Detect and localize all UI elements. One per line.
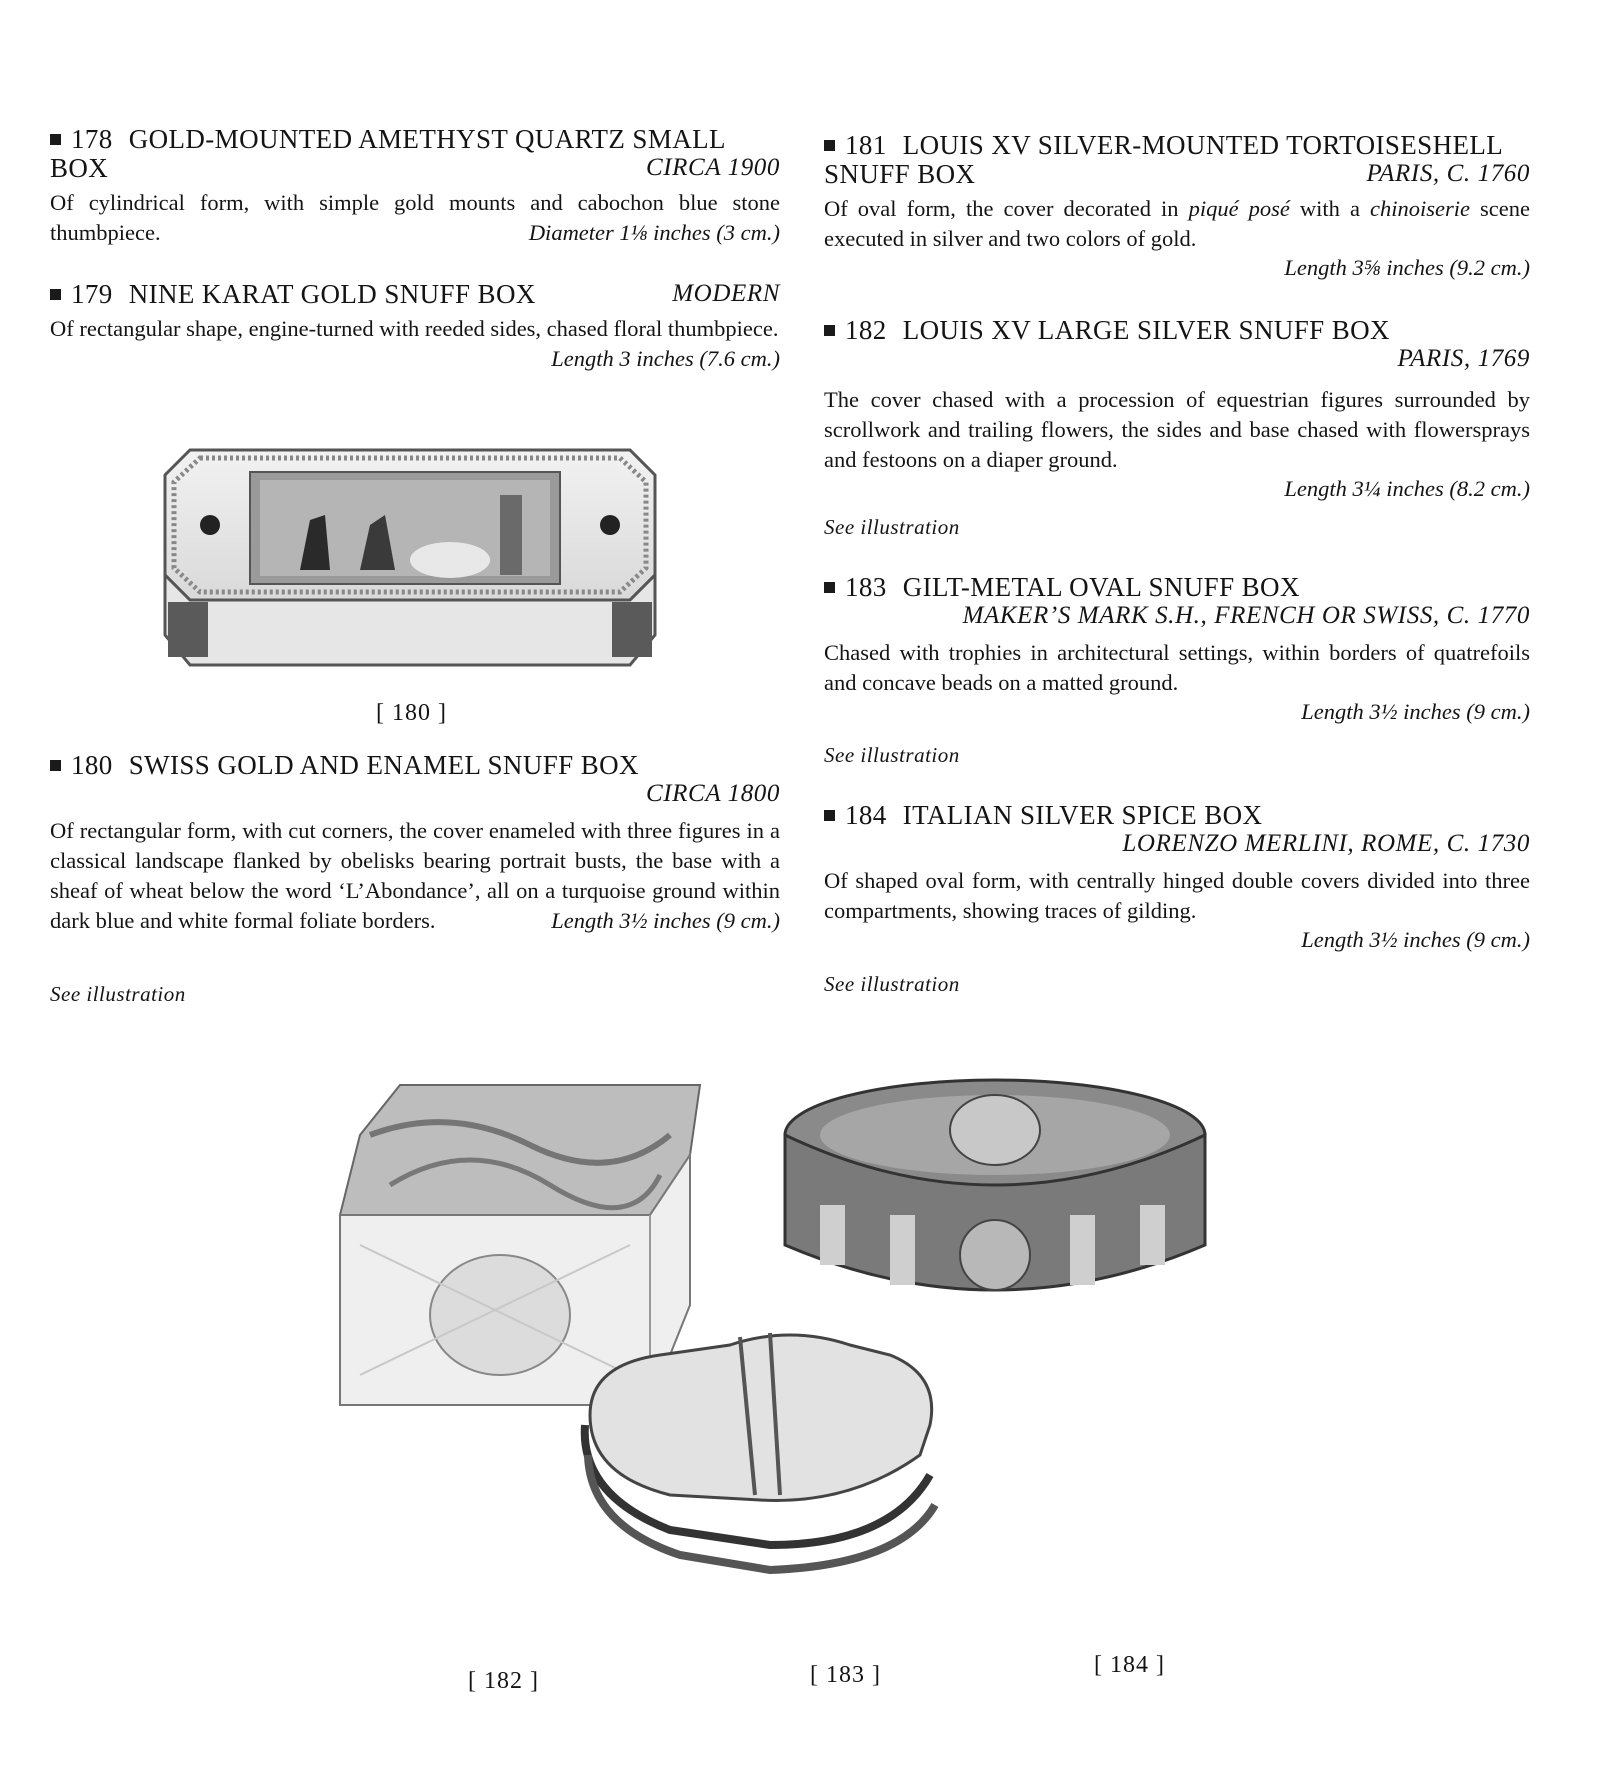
- lot-183: [824, 572, 1530, 726]
- lot-number: 180: [71, 750, 113, 780]
- lot-180: [50, 750, 780, 936]
- lot-bullet-icon: [824, 810, 835, 821]
- lot-measurement: Length 3 inches (7.6 cm.): [551, 346, 780, 371]
- lot-description-text: Of rectangular form, with cut corners, the cover enameled with three figures in a classical landscape flanked by obelisks bearing portrait busts, the base with a sheaf of wheat below the word ‘L’Abondance’, all on a turquoise ground within dark blue and white formal foliate borders.: [50, 818, 780, 933]
- lot-measurement: Length 3½ inches (9 cm.): [1301, 927, 1530, 952]
- lot-179-description: [50, 314, 780, 371]
- lot-number: 184: [845, 800, 887, 830]
- lot-measurement: Length 3⅝ inches (9.2 cm.): [1284, 255, 1530, 280]
- lot-measurement: Diameter 1⅛ inches (3 cm.): [528, 220, 780, 245]
- caption-184: [ 184 ]: [1094, 1652, 1165, 1678]
- lot-181-heading-cont: [824, 160, 1530, 188]
- lot-181-heading: [824, 130, 1530, 160]
- lot-measurement: Length 3½ inches (9 cm.): [551, 908, 780, 933]
- lot-bullet-icon: [824, 325, 835, 336]
- lot-description-text: Of oval form, the cover decorated in: [824, 196, 1189, 221]
- lot-number: 179: [71, 279, 113, 309]
- caption-180: [ 180 ]: [376, 700, 447, 726]
- snuff-box-184-photo: [585, 1333, 935, 1570]
- lot-182-heading: [824, 315, 1530, 345]
- lot-bullet-icon: [824, 582, 835, 593]
- lot-178: [50, 124, 780, 248]
- lot-description-term: piqué posé: [1188, 196, 1290, 221]
- lot-date: PARIS, C. 1760: [1366, 160, 1530, 187]
- lot-description-text: Of rectangular shape, engine-turned with reeded sides, chased floral thumbpiece.: [50, 316, 779, 341]
- lot-bullet-icon: [824, 140, 835, 151]
- lot-180-heading: [50, 750, 780, 780]
- lot-number: 181: [845, 130, 887, 160]
- lot-title: SWISS GOLD AND ENAMEL SNUFF BOX: [128, 750, 639, 780]
- lot-181-description: [824, 194, 1530, 254]
- lot-date: CIRCA 1900: [645, 154, 780, 181]
- lot-179-heading: [50, 280, 780, 308]
- lot-182-description: [824, 385, 1530, 475]
- see-illustration-182: See illustration: [824, 515, 960, 539]
- lot-number: 183: [845, 572, 887, 602]
- see-illustration-183: See illustration: [824, 743, 960, 767]
- lot-184-description: [824, 866, 1530, 926]
- lot-182: [824, 315, 1530, 503]
- lot-date: MODERN: [672, 280, 780, 307]
- lot-bullet-icon: [50, 760, 61, 771]
- lot-description-text: with a: [1289, 196, 1370, 221]
- lot-183-heading: [824, 572, 1530, 602]
- lot-bullet-icon: [50, 134, 61, 145]
- lot-title: GILT-METAL OVAL SNUFF BOX: [902, 572, 1300, 602]
- see-illustration-184: See illustration: [824, 972, 960, 996]
- lot-181: [824, 130, 1530, 282]
- lot-178-heading-cont: [50, 154, 780, 182]
- caption-182: [ 182 ]: [468, 1668, 539, 1694]
- lot-title: LOUIS XV LARGE SILVER SNUFF BOX: [902, 315, 1390, 345]
- lot-date: CIRCA 1800: [645, 780, 780, 807]
- lot-date: MAKER’S MARK S.H., FRENCH OR SWISS, C. 1770: [962, 602, 1530, 629]
- boxes-group-photo: [330, 1075, 1310, 1635]
- lot-bullet-icon: [50, 289, 61, 300]
- lot-date: PARIS, 1769: [1397, 345, 1530, 372]
- lot-measurement: Length 3¼ inches (8.2 cm.): [1284, 476, 1530, 501]
- lot-title: NINE KARAT GOLD SNUFF BOX: [128, 279, 536, 309]
- see-illustration-180: See illustration: [50, 982, 186, 1006]
- snuff-box-180-photo: [160, 440, 660, 680]
- snuff-box-183-photo: [785, 1080, 1205, 1290]
- lot-title: GOLD-MOUNTED AMETHYST QUARTZ SMALL: [128, 124, 726, 154]
- lot-178-description: [50, 188, 780, 248]
- lot-description-text: Of cylindrical form, with simple gold mounts and cabochon blue stone thumbpiece.: [50, 190, 780, 245]
- lot-description-text: scene executed in silver and two colors of gold.: [824, 196, 1530, 251]
- lot-number: 178: [71, 124, 113, 154]
- lot-title-cont: BOX: [50, 153, 109, 183]
- lot-description-term: chinoiserie: [1370, 196, 1470, 221]
- lot-title: ITALIAN SILVER SPICE BOX: [902, 800, 1263, 830]
- lot-184-heading: [824, 800, 1530, 830]
- lot-number: 182: [845, 315, 887, 345]
- caption-183: [ 183 ]: [810, 1662, 881, 1688]
- lot-description-text: Of shaped oval form, with centrally hinged double covers divided into three compartments, showing traces of gilding.: [824, 868, 1530, 923]
- lot-title-cont: SNUFF BOX: [824, 159, 976, 189]
- lot-description-text: The cover chased with a procession of equestrian figures surrounded by scrollwork and trailing flowers, the sides and base chased with flowersprays and festoons on a diaper ground.: [824, 387, 1530, 472]
- lot-184: [824, 800, 1530, 954]
- lot-measurement: Length 3½ inches (9 cm.): [1301, 699, 1530, 724]
- lot-description-text: Chased with trophies in architectural settings, within borders of quatrefoils and concave beads on a matted ground.: [824, 640, 1530, 695]
- lot-title: LOUIS XV SILVER-MOUNTED TORTOISESHELL: [902, 130, 1504, 160]
- lot-183-description: [824, 638, 1530, 698]
- lot-178-heading: [50, 124, 780, 154]
- lot-180-description: [50, 816, 780, 936]
- lot-179: [50, 280, 780, 374]
- lot-date: LORENZO MERLINI, ROME, C. 1730: [1122, 830, 1530, 857]
